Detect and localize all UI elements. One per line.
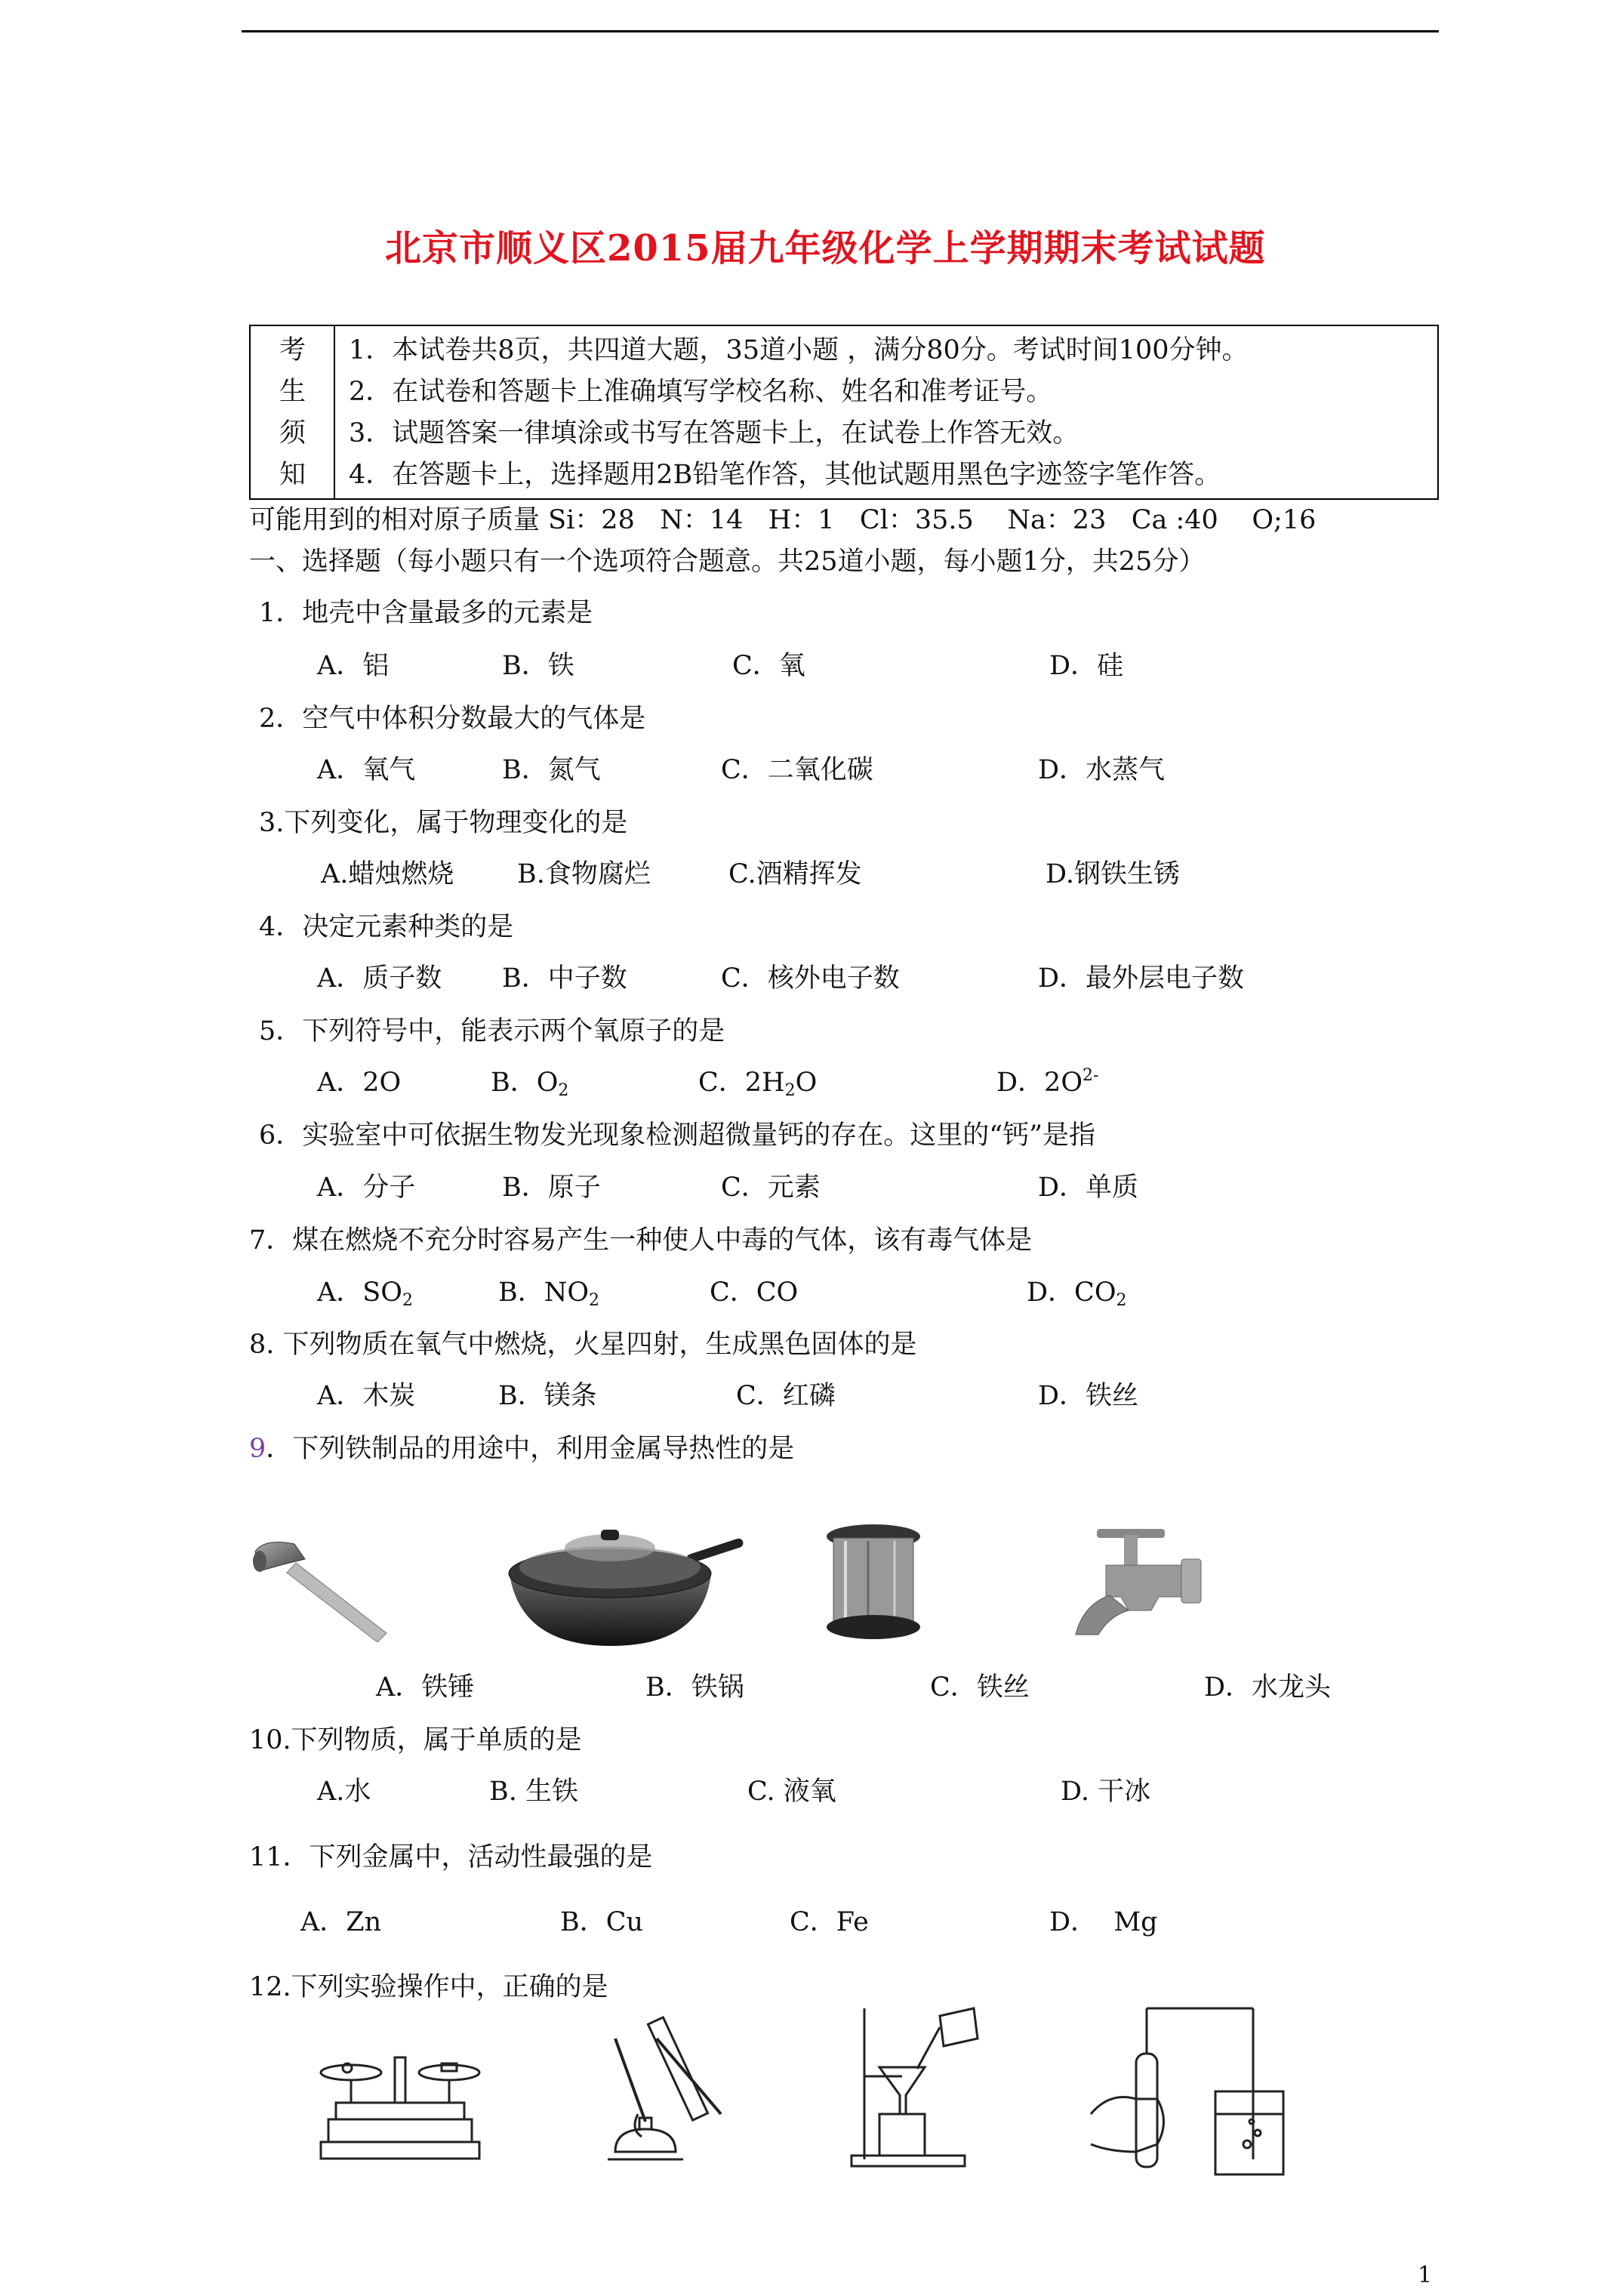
notice-side-char: 须 <box>279 418 306 448</box>
option-text: B．NO <box>498 1277 590 1308</box>
iron-wire-image <box>823 1521 925 1642</box>
question-stem: 10.下列物质，属于单质的是 <box>249 1725 582 1755</box>
question-stem: 6．实验室中可依据生物发光现象检测超微量钙的存在。这里的“钙”是指 <box>259 1120 1096 1151</box>
question-stem: 8. 下列物质在氧气中燃烧，火星四射，生成黑色固体的是 <box>249 1330 917 1360</box>
option: C．铁丝 <box>930 1672 1030 1703</box>
question-text: ．下列铁制品的用途中，利用金属导热性的是 <box>266 1434 795 1464</box>
question-stem: 5．下列符号中，能表示两个氧原子的是 <box>259 1016 725 1046</box>
option: B．铁 <box>502 651 574 681</box>
question-stem: 3.下列变化，属于物理变化的是 <box>259 808 628 838</box>
iron-wok-image <box>506 1518 747 1653</box>
option <box>1027 1277 1127 1310</box>
question-stem: 2．空气中体积分数最大的气体是 <box>259 704 646 734</box>
notice-side-char: 生 <box>279 377 306 407</box>
option: A.蜡烛燃烧 <box>321 859 454 889</box>
option: A．铝 <box>317 651 390 681</box>
option: B．铁锅 <box>645 1672 744 1703</box>
option <box>996 1066 1099 1098</box>
option: C．CO <box>710 1277 799 1308</box>
question-stem <box>249 1436 794 1462</box>
question-stem: 11．下列金属中，活动性最强的是 <box>249 1842 653 1872</box>
option: A．铁锤 <box>376 1672 475 1703</box>
notice-item: 4．在答题卡上，选择题用2B铅笔作答，其他试题用黑色字迹签字笔作答。 <box>349 460 1221 490</box>
page-title: 北京市顺义区2015届九年级化学上学期期末考试试题 <box>385 227 1266 270</box>
option: C.酒精挥发 <box>728 859 862 889</box>
option <box>317 1277 413 1310</box>
subscript: 2 <box>402 1291 413 1310</box>
option: A．氧气 <box>317 755 416 785</box>
notice-side-char: 知 <box>279 460 306 490</box>
notice-item: 1．本试卷共8页，共四道大题，35道小题 ，满分80分。考试时间100分钟。 <box>349 335 1249 365</box>
option: A．木炭 <box>317 1381 416 1411</box>
question-stem: 4．决定元素种类的是 <box>259 912 514 942</box>
section-heading: 一、选择题（每小题只有一个选项符合题意。共25道小题，每小题1分，共25分） <box>249 547 1206 577</box>
option: D. 干冰 <box>1061 1777 1151 1807</box>
atomic-masses: 可能用到的相对原子质量 Si：28 N：14 H：1 Cl：35.5 Na：23 Ca :40 O;16 <box>249 505 1317 535</box>
subscript: 2 <box>589 1291 600 1310</box>
option: D．硅 <box>1049 651 1124 681</box>
airtightness-check-diagram <box>1087 2001 1306 2190</box>
option: D．水龙头 <box>1204 1672 1332 1703</box>
option: A.水 <box>317 1777 371 1807</box>
option: D．铁丝 <box>1038 1381 1139 1411</box>
balance-scale-diagram <box>313 2050 487 2163</box>
option: A．2O <box>317 1068 402 1098</box>
option <box>491 1068 569 1100</box>
option: C．元素 <box>721 1173 821 1203</box>
option: C．二氧化碳 <box>721 755 873 785</box>
notice-item: 2．在试卷和答题卡上准确填写学校名称、姓名和准考证号。 <box>349 377 1053 407</box>
option: C. 液氧 <box>747 1777 836 1807</box>
notice-divider <box>334 326 335 498</box>
option-text: B．O <box>491 1068 559 1098</box>
page-number: 1 <box>1418 2262 1433 2288</box>
option-tail: O <box>795 1068 818 1098</box>
notice-box <box>249 325 1439 500</box>
option: D．最外层电子数 <box>1038 963 1245 994</box>
option <box>698 1068 818 1100</box>
option: A．分子 <box>317 1173 416 1203</box>
question-stem: 1．地壳中含量最多的元素是 <box>259 598 593 628</box>
option: B．中子数 <box>502 963 627 994</box>
option: B．原子 <box>502 1173 601 1203</box>
superscript: 2- <box>1083 1066 1099 1085</box>
option: C．氧 <box>732 651 805 681</box>
option: B．氮气 <box>502 755 601 785</box>
option: C．Fe <box>790 1907 869 1937</box>
option: D． Mg <box>1049 1907 1158 1937</box>
option-text: A．SO <box>317 1277 402 1308</box>
option: D.钢铁生锈 <box>1046 859 1180 889</box>
option <box>498 1277 600 1310</box>
option: B．镁条 <box>498 1381 597 1411</box>
option-text: D．CO <box>1027 1277 1116 1308</box>
iron-hammer-image <box>249 1521 393 1642</box>
option: D．单质 <box>1038 1173 1139 1203</box>
option: B. 生铁 <box>489 1777 578 1807</box>
option-text: C．2H <box>698 1068 785 1098</box>
option: D．水蒸气 <box>1038 755 1166 785</box>
header-rule <box>242 30 1439 32</box>
option: A．质子数 <box>317 963 442 994</box>
heating-test-tube-diagram <box>585 2008 736 2167</box>
question-number: 9 <box>249 1434 266 1464</box>
subscript: 2 <box>1116 1291 1127 1310</box>
option: B.食物腐烂 <box>517 859 651 889</box>
notice-side-char: 考 <box>279 335 306 365</box>
notice-item: 3．试题答案一律填涂或书写在答题卡上，在试卷上作答无效。 <box>349 418 1079 448</box>
filtration-diagram <box>845 2001 996 2171</box>
water-tap-image <box>1068 1521 1204 1642</box>
option-text: D．2O <box>996 1068 1083 1098</box>
question-stem: 12.下列实验操作中，正确的是 <box>249 1972 608 2002</box>
option: C．核外电子数 <box>721 963 900 994</box>
subscript: 2 <box>784 1081 796 1100</box>
option: B．Cu <box>560 1907 644 1937</box>
option: C．红磷 <box>736 1381 836 1411</box>
option: A．Zn <box>300 1907 382 1937</box>
question-stem: 7．煤在燃烧不充分时容易产生一种使人中毒的气体，该有毒气体是 <box>249 1225 1033 1256</box>
subscript: 2 <box>558 1081 569 1100</box>
